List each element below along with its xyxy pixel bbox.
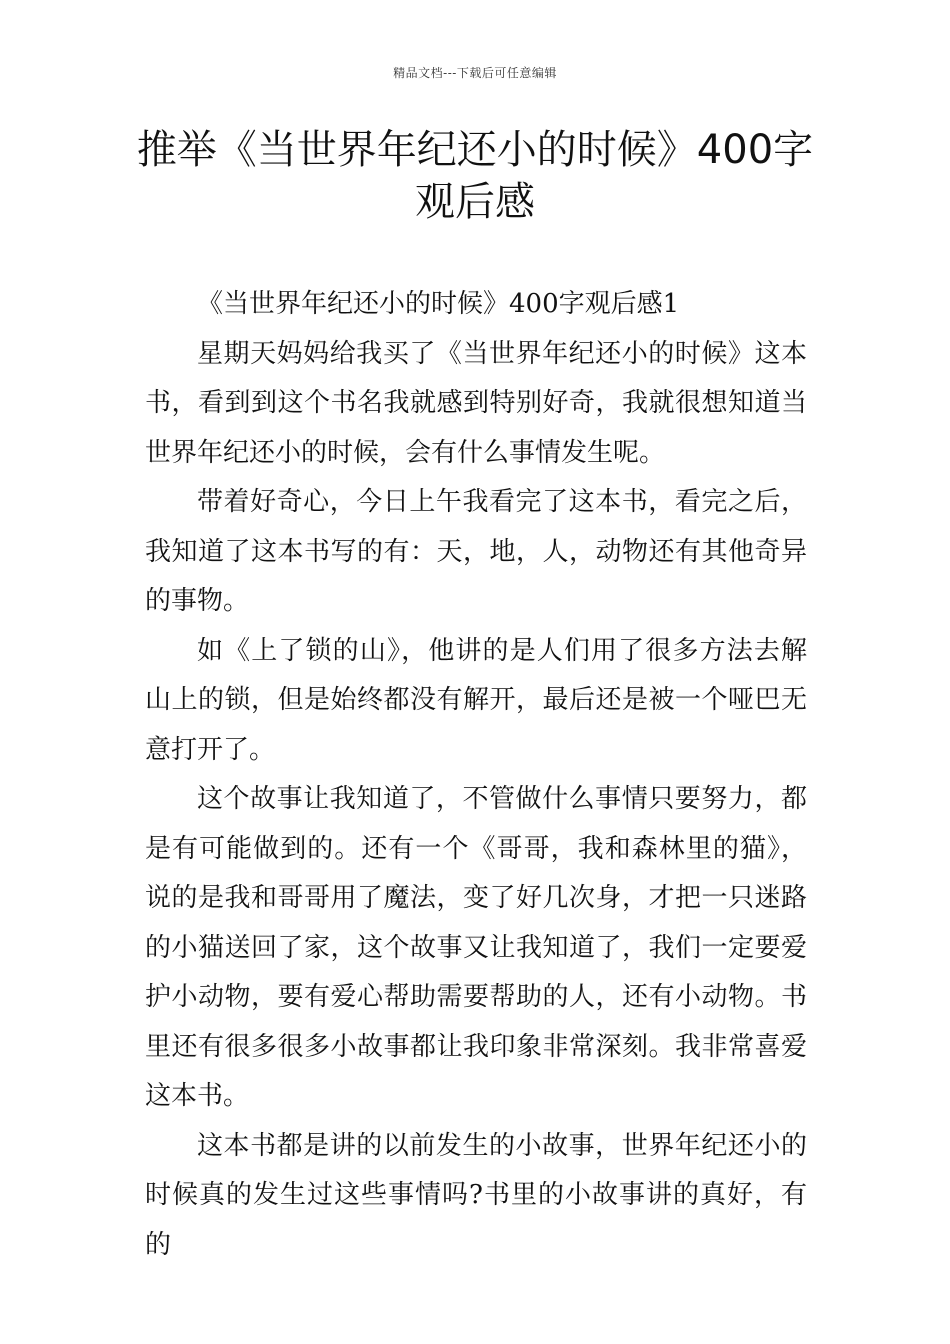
paragraph: 星期天妈妈给我买了《当世界年纪还小的时候》这本书，看到到这个书名我就感到特别好奇，我就很想知道当世界年纪还小的时候，会有什么事情发生呢。 bbox=[145, 338, 807, 468]
paragraph: 这个故事让我知道了，不管做什么事情只要努力，都是有可能做到的。还有一个《哥哥，我和森林里的猫》，说的是我和哥哥用了魔法，变了好几次身，才把一只迷路的小猫送回了家，这个故事又让我知道了，我们一定要爱护小动物，要有爱心帮助需要帮助的人，还有小动物。书里还有很多很多小故事都让我印象非常深刻。我非常喜爱这本书。 bbox=[145, 784, 807, 1111]
document-title: 推举《当世界年纪还小的时候》400字观后感 bbox=[136, 127, 814, 225]
header-note: 精品文档---下载后可任意编辑 bbox=[393, 66, 557, 80]
document-body bbox=[145, 280, 807, 1270]
paragraph: 如《上了锁的山》，他讲的是人们用了很多方法去解山上的锁，但是始终都没有解开，最后还是被一个哑巴无意打开了。 bbox=[145, 635, 807, 765]
paragraph: 带着好奇心，今日上午我看完了这本书，看完之后，我知道了这本书写的有：天，地，人，动物还有其他奇异的事物。 bbox=[145, 487, 807, 616]
paragraph: 《当世界年纪还小的时候》400字观后感1 bbox=[197, 289, 680, 319]
paragraph: 这本书都是讲的以前发生的小故事，世界年纪还小的时候真的发生过这些事情吗?书里的小故事讲的真好，有的 bbox=[145, 1130, 807, 1260]
